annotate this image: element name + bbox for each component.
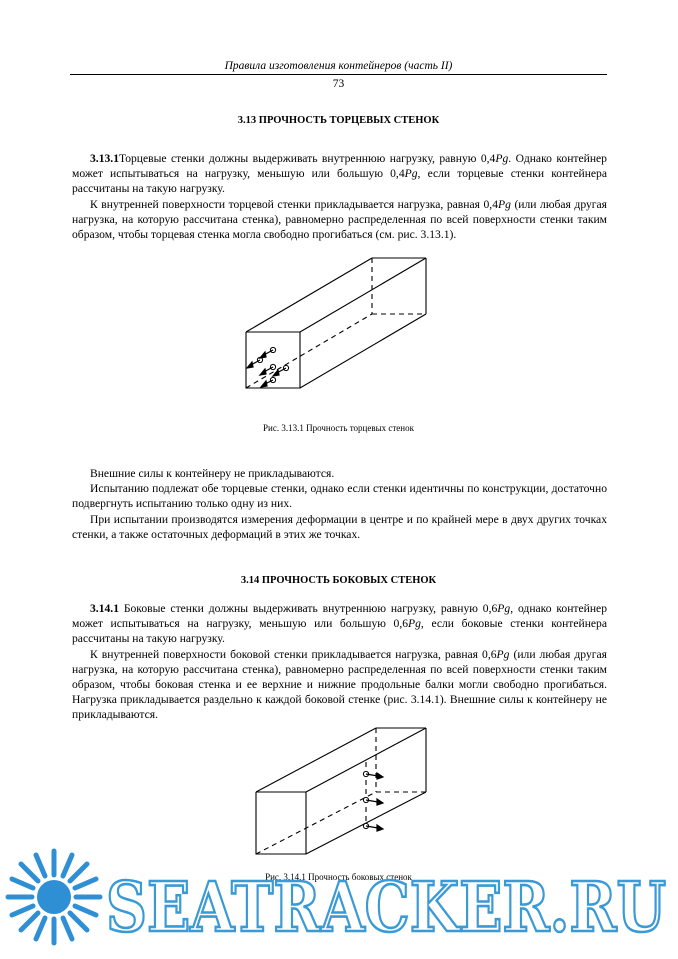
paragraph-3-13-1: 3.13.1Торцевые стенки должны выдерживать внутреннюю нагрузку, равную 0,4Pg. Однако контейнер может испытываться на нагрузку, меньшую или большую 0,4Pg, если торцевые стенки контейнера рассчитаны на такую нагрузку. [72,152,607,196]
clause-number: 3.14.1 [90,602,119,615]
sun-logo-icon [8,851,100,943]
paragraph-measurements: При испытании производятся измерения деформации в центре и по крайней мере в двух других точках стенки, а также остаточных деформаций в этих же точках. [72,512,607,541]
header-rule [70,74,607,75]
paragraph-3-13-load: К внутренней поверхности торцевой стенки прикладывается нагрузка, равная 0,4Pg (или любая другая нагрузка, на которую рассчитана стенка), равномерно распределенная по всей поверхности стенки таким образом, чтобы торцевая стенка могла свободно прогибаться (см. рис. 3.13.1). [72,197,607,242]
figure-3-14-1-caption: Рис. 3.14.1 Прочность боковых стенок [265,872,412,882]
section-3-14-text [72,601,607,723]
paragraph-3-14-load: К внутренней поверхности боковой стенки прикладывается нагрузка, равная 0,6Pg (или любая другая нагрузка, на которую рассчитана стенка), равномерно распределенная по всей поверхности стенки таким образом, чтобы боковая стенка и ее верхние и нижние продольные балки могли свободно прогибаться. Нагрузка прикладывается раздельно к каждой боковой стенке (рис. 3.14.1). Внешние силы к контейнеру не прикладываются. [72,647,607,722]
figure-3-13-1-caption: Рис. 3.13.1 Прочность торцевых стенок [263,423,414,433]
page-number: 73 [332,78,345,90]
clause-number: 3.13.1 [90,152,119,165]
paragraph-3-14-1: 3.14.1 Боковые стенки должны выдерживать внутреннюю нагрузку, равную 0,6Pg, однако контейнер может испытываться на нагрузку, меньшую или большую 0,6Pg, если боковые стенки контейнера рассчитаны на такую нагрузку. [72,602,607,646]
paragraph-both-walls: Испытанию подлежат обе торцевые стенки, однако если стенки идентичны по конструкции, достаточно подвергнуть испытанию только одну из них. [72,482,607,511]
running-title: Правила изготовления контейнеров (часть II) [224,60,453,72]
section-3-13-title: 3.13 ПРОЧНОСТЬ ТОРЦЕВЫХ СТЕНОК [237,115,440,126]
seatracker-watermark [0,845,678,959]
section-3-13-intro [72,151,607,242]
paragraph-external-forces: Внешние силы к контейнеру не прикладываются. [90,467,335,480]
section-3-14-title: 3.14 ПРОЧНОСТЬ БОКОВЫХ СТЕНОК [240,575,437,586]
figure-3-13-1-end-wall-diagram [238,250,438,398]
figure-3-14-1-side-wall-diagram [250,722,440,864]
watermark-text: SEATRACKER.RU [106,868,666,948]
section-3-13-conditions [72,466,607,542]
